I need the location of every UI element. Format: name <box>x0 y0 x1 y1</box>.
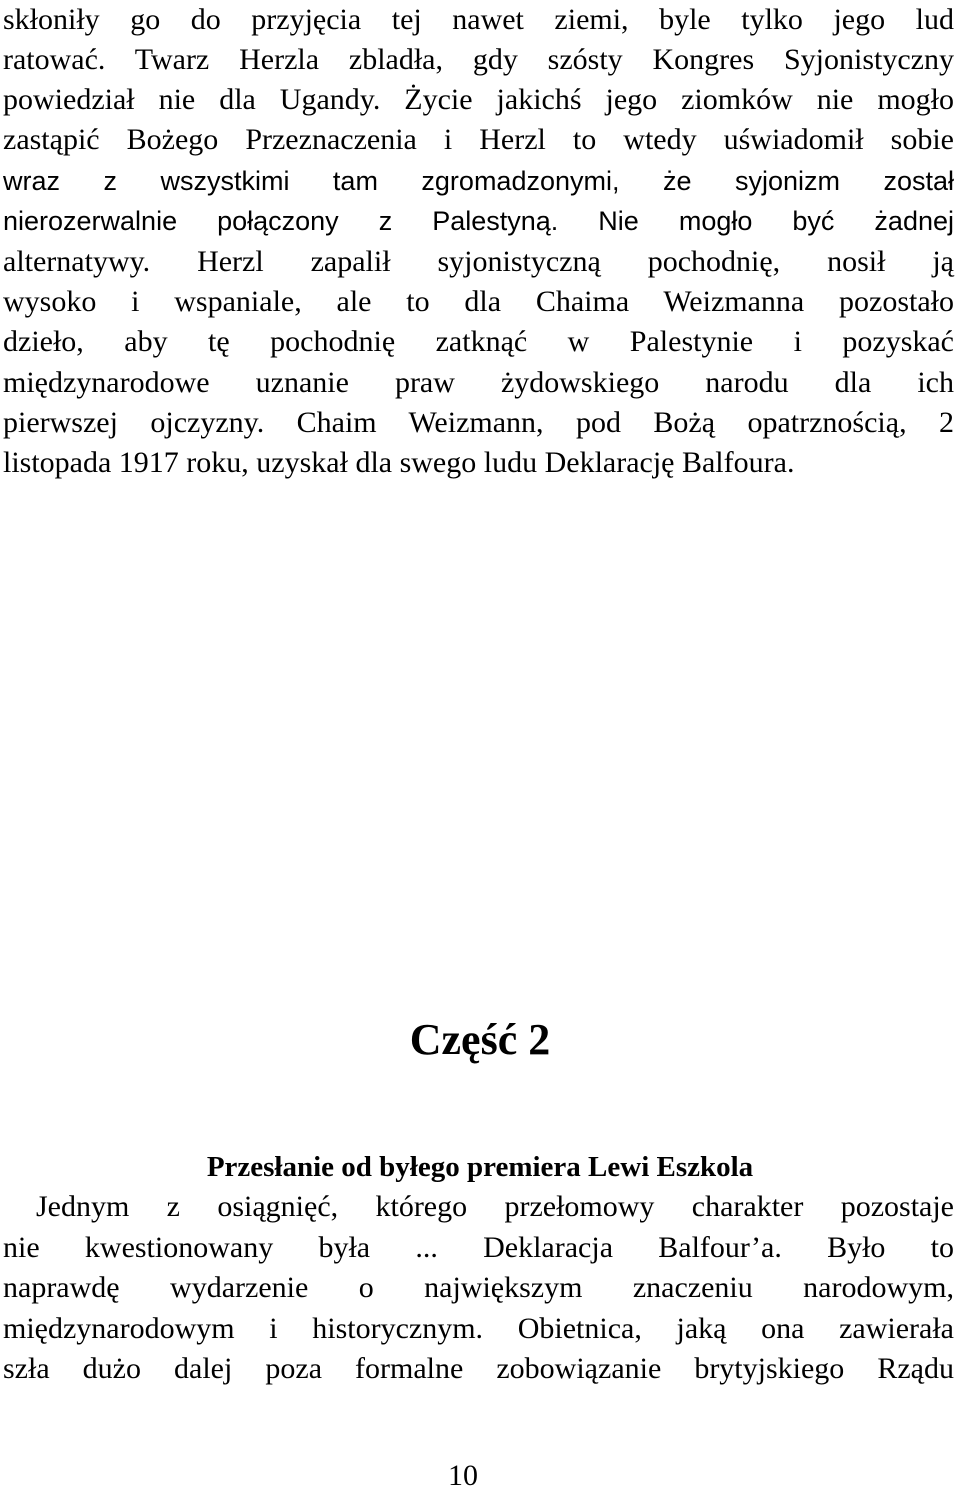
text-line <box>3 1349 954 1389</box>
text-line-content: alternatywy. Herzl zapalił syjonistyczną pochodnię, nosił ją <box>3 245 954 278</box>
text-line <box>3 0 954 40</box>
text-line <box>3 120 954 160</box>
text-line-content: międzynarodowym i historycznym. Obietnica, jaką ona zawierała <box>3 1312 954 1345</box>
text-line <box>3 80 954 120</box>
text-line <box>3 363 954 403</box>
text-line <box>3 1309 954 1349</box>
text-line-content: Jednym z osiągnięć, którego przełomowy charakter pozostaje <box>36 1190 954 1223</box>
text-line-content: zastąpić Bożego Przeznaczenia i Herzl to wtedy uświadomił sobie <box>3 123 954 156</box>
text-line-content: międzynarodowe uznanie praw żydowskiego narodu dla ich <box>3 366 954 399</box>
text-line-content: naprawdę wydarzenie o największym znaczeniu narodowym, <box>3 1271 954 1304</box>
text-line <box>3 443 954 483</box>
text-line <box>3 1268 954 1308</box>
text-line <box>3 242 954 282</box>
text-line-content: listopada 1917 roku, uzyskał dla swego ludu Deklarację Balfoura. <box>3 446 795 479</box>
text-line <box>3 403 954 443</box>
text-line-content: nie kwestionowany była ... Deklaracja Balfour’a. Było to <box>3 1231 954 1264</box>
section-subtitle: Przesłanie od byłego premiera Lewi Eszkola <box>206 1151 754 1183</box>
text-line <box>3 1228 954 1268</box>
text-line-content: powiedział nie dla Ugandy. Życie jakichś jego ziomków nie mogło <box>3 83 954 116</box>
text-line <box>3 282 954 322</box>
text-line-content: skłoniły go do przyjęcia tej nawet ziemi, byle tylko jego lud <box>3 3 954 36</box>
text-line <box>3 322 954 362</box>
text-line <box>3 161 954 201</box>
page-number: 10 <box>448 1459 478 1492</box>
text-line <box>3 201 954 241</box>
text-line-content: wysoko i wspaniale, ale to dla Chaima Weizmanna pozostało <box>3 285 954 318</box>
text-line-content: dzieło, aby tę pochodnię zatknąć w Palestynie i pozyskać <box>3 325 954 358</box>
section-title: Część 2 <box>409 1015 551 1064</box>
text-line-content: nierozerwalnie połączony z Palestyną. Nie mogło być żadnej <box>3 206 954 236</box>
text-line-content: wraz z wszystkimi tam zgromadzonymi, że syjonizm został <box>3 166 954 196</box>
text-line-content: szła dużo dalej poza formalne zobowiązanie brytyjskiego Rządu <box>3 1352 954 1385</box>
text-line-content: pierwszej ojczyzny. Chaim Weizmann, pod Bożą opatrznością, 2 <box>3 406 954 439</box>
text-line <box>3 40 954 80</box>
text-line <box>36 1187 954 1227</box>
text-line-content: ratować. Twarz Herzla zbladła, gdy szósty Kongres Syjonistyczny <box>3 43 954 76</box>
